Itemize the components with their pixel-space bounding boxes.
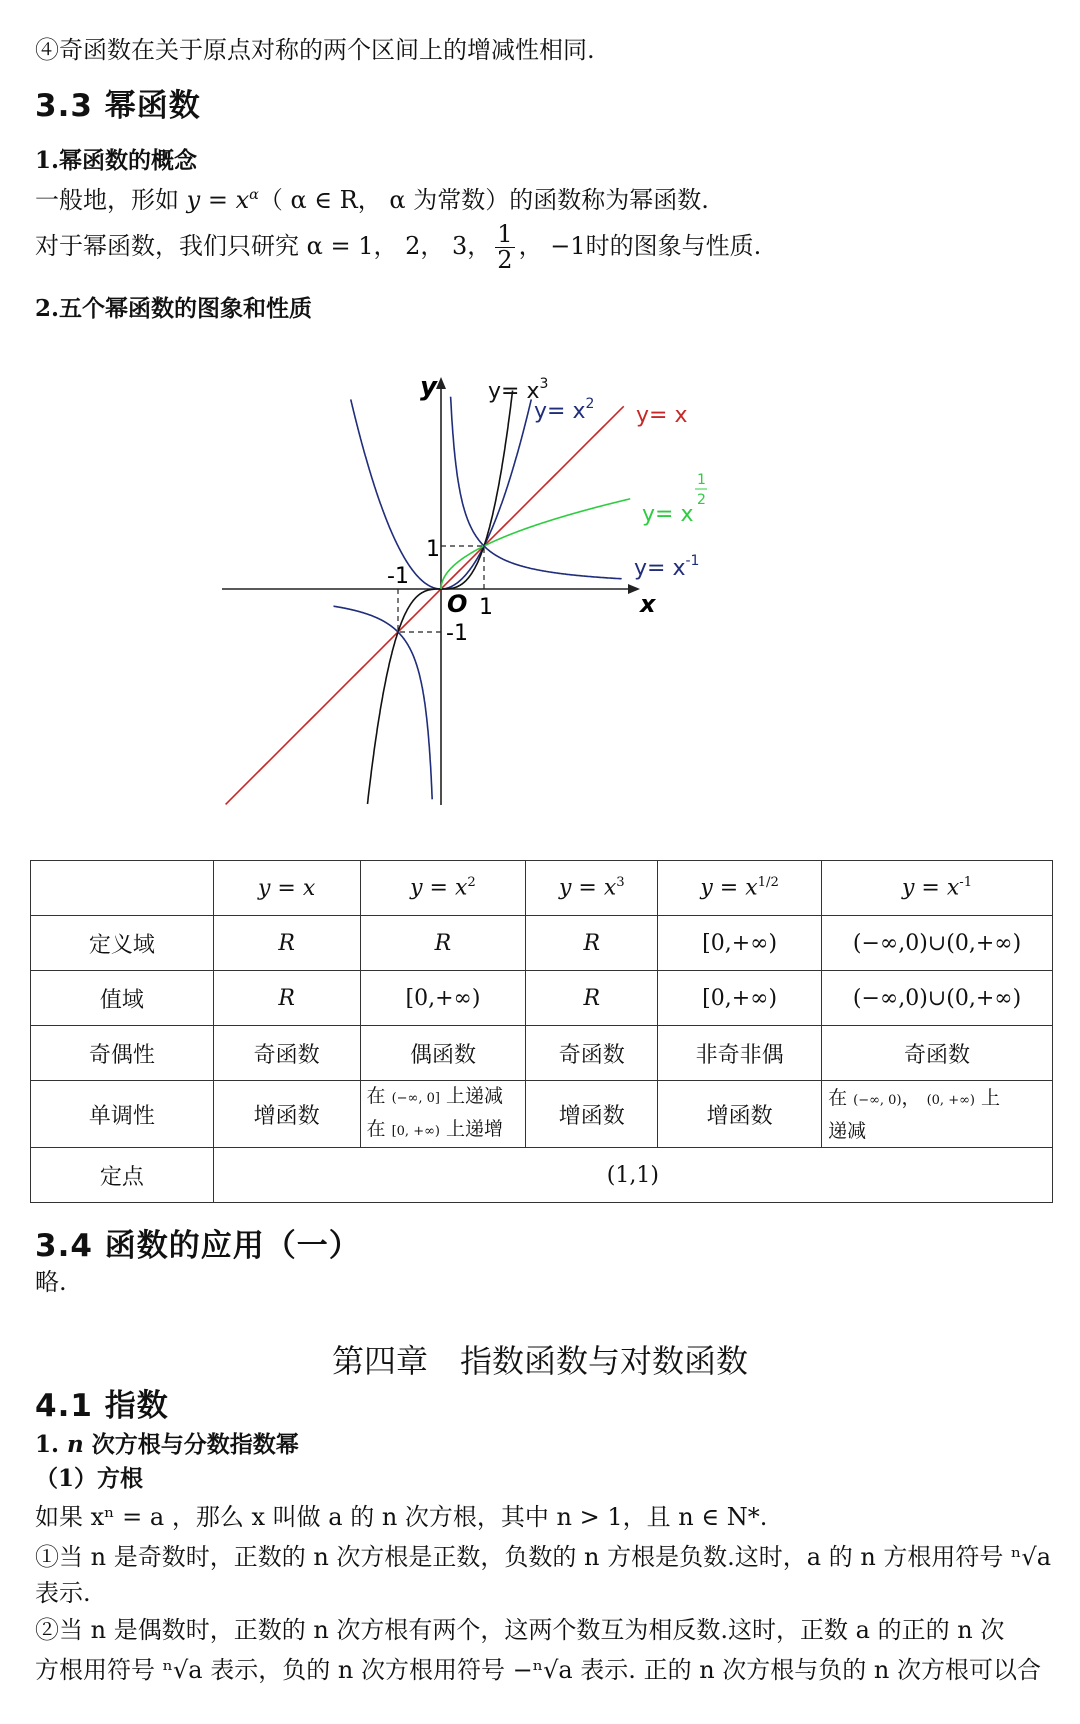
text-line: ②当 n 是偶数时，正数的 n 次方根有两个，这两个数互为相反数.这时，正数 a 的正的 n 次 — [35, 1616, 1005, 1644]
y-axis-label: y — [420, 372, 437, 402]
table-header-row — [31, 861, 1053, 916]
table-cell: R — [213, 971, 360, 1026]
table-cell: [0,+∞) — [360, 971, 526, 1026]
table-cell: 在 (−∞, 0)， (0, +∞) 上 递减 — [822, 1081, 1053, 1148]
text-line: 略. — [35, 1268, 67, 1296]
table-cell: (−∞,0)∪(0,+∞) — [822, 916, 1053, 971]
text-line: 对于幂函数，我们只研究 α = 1， 2， 3， $\frac{1}{2}$ ， −1时的图象与性质. — [35, 220, 762, 275]
table-cell: 非奇非偶 — [658, 1026, 822, 1081]
table-row — [31, 1026, 1053, 1081]
table-header: $y = x^3$ — [526, 861, 658, 916]
table-cell: 偶函数 — [360, 1026, 526, 1081]
table-cell: R — [526, 971, 658, 1026]
table-cell: R — [213, 916, 360, 971]
table-cell: 增函数 — [658, 1081, 822, 1148]
table-row — [31, 916, 1053, 971]
row-label: 单调性 — [31, 1081, 214, 1148]
subsection-title: （1）方根 — [35, 1465, 144, 1492]
subsection-title: 1.幂函数的概念 — [35, 147, 198, 174]
curve-y-xinv — [451, 397, 622, 579]
table-cell: 增函数 — [526, 1081, 658, 1148]
table-cell: 增函数 — [213, 1081, 360, 1148]
subsection-title: 2.五个幂函数的图象和性质 — [35, 295, 313, 322]
table-row — [31, 971, 1053, 1026]
x-axis-arrow-icon — [628, 584, 640, 594]
tick-label: -1 — [446, 621, 468, 646]
chapter-title: 第四章 指数函数与对数函数 — [331, 1342, 748, 1380]
row-label: 定义域 — [31, 916, 214, 971]
table-row — [31, 1148, 1053, 1203]
table-header: $y = x^2$ — [360, 861, 526, 916]
y-axis-arrow-icon — [436, 377, 446, 389]
section-title: 3.3 幂函数 — [35, 88, 201, 124]
table-cell: (−∞,0)∪(0,+∞) — [822, 971, 1053, 1026]
tick-label: 1 — [426, 537, 440, 562]
curve-y-xinv — [334, 606, 433, 799]
row-label: 奇偶性 — [31, 1026, 214, 1081]
table-header: $y = x^{1/2}$ — [658, 861, 822, 916]
label-y-x: y= x — [636, 403, 688, 428]
text-line: ④奇函数在关于原点对称的两个区间上的增减性相同. — [35, 36, 595, 64]
table-cell: 奇函数 — [526, 1026, 658, 1081]
section-title: 3.4 函数的应用（一） — [35, 1228, 361, 1264]
row-label: 定点 — [31, 1148, 214, 1203]
table-row — [31, 1081, 1053, 1148]
origin-label: O — [447, 590, 468, 618]
formula: $y = x^\alpha$ — [186, 186, 259, 214]
power-function-table — [30, 860, 1053, 1203]
table-header: $y = x^{-1}$ — [822, 861, 1053, 916]
table-cell — [31, 861, 214, 916]
power-function-graph — [0, 0, 1080, 830]
table-cell: 奇函数 — [822, 1026, 1053, 1081]
label-y-xinv: $y= x^{-1}$ — [634, 553, 700, 581]
label-y-xhalf-exp-num: 1 — [697, 472, 706, 488]
label-y-xhalf: y= x — [642, 502, 694, 527]
fraction: $\frac{1}{2}$ — [497, 220, 513, 275]
table-cell: (1,1) — [213, 1148, 1052, 1203]
label-y-x2: $y= x^2$ — [534, 396, 595, 424]
tick-label: -1 — [387, 564, 409, 589]
label-y-x3: $y= x^3$ — [488, 376, 549, 404]
table-cell: R — [360, 916, 526, 971]
table-cell: [0,+∞) — [658, 916, 822, 971]
curve-y-x — [226, 406, 624, 804]
label-y-xhalf-exp-den: 2 — [697, 492, 706, 508]
text-line: 表示. — [35, 1579, 91, 1607]
subsection-title: 1. n 次方根与分数指数幂 — [35, 1431, 299, 1458]
text-line: ①当 n 是奇数时，正数的 n 次方根是正数，负数的 n 方根是负数.这时，a 的 n 方根用符号 ⁿ√a — [35, 1543, 1052, 1571]
x-axis-label: x — [640, 590, 656, 618]
table-cell: 在 (−∞, 0] 上递减 在 [0, +∞) 上递增 — [360, 1081, 526, 1148]
tick-label: 1 — [479, 595, 493, 620]
table-cell: [0,+∞) — [658, 971, 822, 1026]
text-line: 方根用符号 ⁿ√a 表示，负的 n 次方根用符号 −ⁿ√a 表示. 正的 n 次方根与负的 n 次方根可以合 — [35, 1656, 1041, 1684]
section-title: 4.1 指数 — [35, 1388, 169, 1424]
text-line: 一般地，形如 $y = x^\alpha$（ α ∈ R， α 为常数）的函数称为幂函数. — [35, 186, 709, 214]
table-header: y = x — [213, 861, 360, 916]
table-cell: 奇函数 — [213, 1026, 360, 1081]
table-cell: R — [526, 916, 658, 971]
row-label: 值域 — [31, 971, 214, 1026]
text-line: 如果 xⁿ = a ，那么 x 叫做 a 的 n 次方根，其中 n > 1，且 n ∈ N*. — [35, 1503, 768, 1531]
